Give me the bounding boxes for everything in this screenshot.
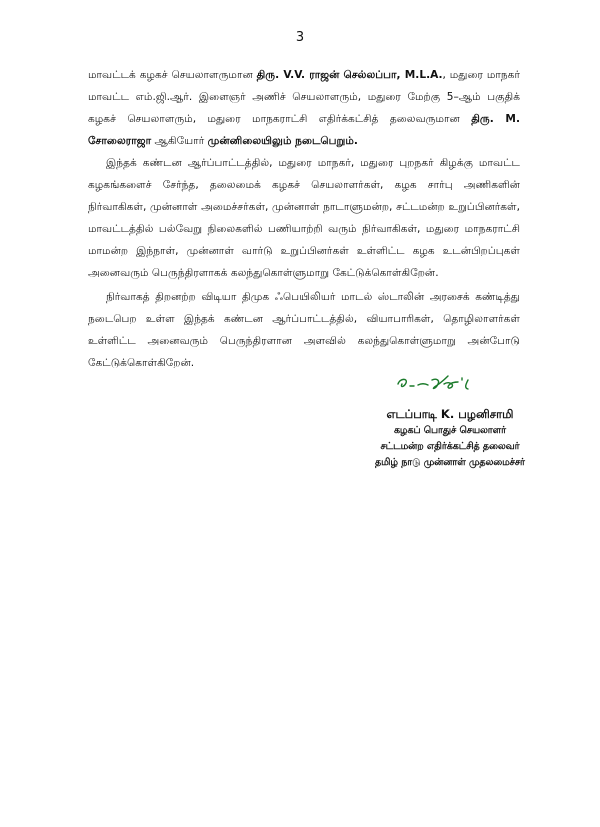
paragraph-1-text-2: , மதுரை மாநகர் மாவட்ட எம்.ஜி.ஆர். இளைஞர் அணிச் செயலாளரும், மதுரை மேற்கு 5–ஆம் பகுதிக் கழகச் செயலாளரும், மதுரை மாநகராட்சி எதிர்க்கட்சித் தலைவருமான	[88, 69, 520, 125]
paragraph-1-bold-1: திரு. V.V. ராஜன் செல்லப்பா, M.L.A.	[256, 69, 443, 81]
paragraph-1-text-1: மாவட்டக் கழகச் செயலாளருமான	[88, 69, 257, 81]
paragraph-1-bold-2: திரு. M. சோலைராஜா	[88, 113, 520, 147]
page-number: 3	[295, 30, 305, 45]
signatory-name: எடப்பாடி K. பழனிசாமி	[386, 407, 514, 421]
paragraph-2: இந்தக் கண்டன ஆர்ப்பாட்டத்தில், மதுரை மாநகர், மதுரை புறநகர் கிழக்கு மாவட்ட கழகங்களைச் சேர்ந்த, தலைமைக் கழகச் செயலாளர்கள், கழக சார்பு அணிகளின் நிர்வாகிகள், முன்னாள் அமைச்சர்கள், முன்னாள் நாடாளுமன்ற, சட்டமன்ற உறுப்பினர்கள், மாவட்டத்தில் பல்வேறு நிலைகளில் பணியாற்றி வரும் நிர்வாகிகள், மதுரை மாநகராட்சி மாமன்ற இந்நாள், முன்னாள் வார்டு உறுப்பினர்கள் உள்ளிட்ட கழக உடன்பிறப்புகள் அனைவரும் பெருந்திரளாகக் கலந்துகொள்ளுமாறு கேட்டுக்கொள்கிறேன்.	[88, 157, 520, 279]
handwritten-signature	[392, 368, 522, 396]
signature-block	[330, 405, 570, 471]
signatory-title-2: சட்டமன்ற எதிர்க்கட்சித் தலைவர்	[380, 441, 520, 452]
paragraph-3: நிர்வாகத் திறனற்ற விடியா திமுக ஃபெயிலியர் மாடல் ஸ்டாலின் அரசைக் கண்டித்து நடைபெற உள்ள இந்தக் கண்டன ஆர்ப்பாட்டத்தில், வியாபாரிகள், தொழிலாளர்கள் உள்ளிட்ட அனைவரும் பெருந்திரளான அளவில் கலந்துகொள்ளுமாறு அன்போடு கேட்டுக்கொள்கிறேன்.	[88, 291, 520, 369]
paragraph-1-text-3: ஆகியோர்	[151, 135, 208, 147]
signatory-title-1: கழகப் பொதுச் செயலாளர்	[393, 425, 507, 436]
signatory-title-3: தமிழ் நாடு முன்னாள் முதலமைச்சர்	[375, 457, 525, 468]
paragraph-1	[88, 64, 520, 152]
paragraph-1-bold-3: முன்னிலையிலும் நடைபெறும்.	[207, 135, 358, 147]
